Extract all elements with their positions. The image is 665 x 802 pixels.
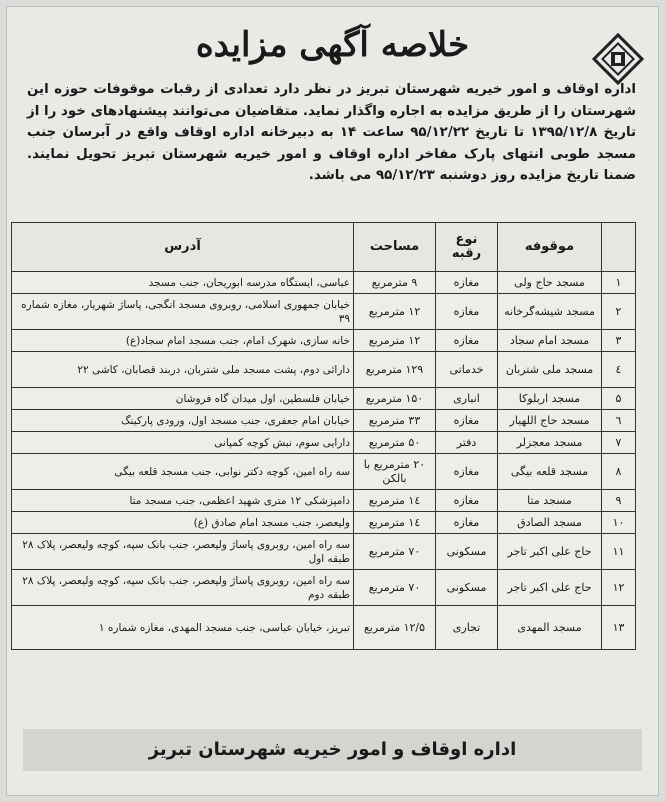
area-cell: ۳۳ مترمربع <box>354 410 436 432</box>
address-cell: سه راه امین، روبروی پاساژ ولیعصر، جنب بانک سپه، کوچه ولیعصر، پلاک ۲۸ طبقه دوم <box>12 570 354 606</box>
endowment-cell: مسجد حاج ولی <box>498 272 602 294</box>
type-cell: مغازه <box>436 272 498 294</box>
address-cell: خانه سازی، شهرک امام، جنب مسجد امام سجاد(ع) <box>12 330 354 352</box>
notice-title: خلاصه آگهی مزایده <box>195 25 470 65</box>
table-row <box>12 534 636 570</box>
area-cell: ۱۲/۵ مترمربع <box>354 606 436 650</box>
address-cell: ولیعصر، جنب مسجد امام صادق (ع) <box>12 512 354 534</box>
address-cell: سه راه امین، روبروی پاساژ ولیعصر، جنب بانک سپه، کوچه ولیعصر، پلاک ۲۸ طبقه اول <box>12 534 354 570</box>
endowment-cell: مسجد معجزلر <box>498 432 602 454</box>
endowment-cell: مسجد المهدی <box>498 606 602 650</box>
table-row <box>12 294 636 330</box>
row-number-cell: ۲ <box>602 294 636 330</box>
type-cell: مسکونی <box>436 534 498 570</box>
table-row <box>12 570 636 606</box>
table-header-row <box>12 223 636 272</box>
awqaf-emblem-icon <box>592 33 644 85</box>
row-number-cell: ٦ <box>602 410 636 432</box>
header-type: نوع رقبه <box>436 223 498 272</box>
type-cell: دفتر <box>436 432 498 454</box>
address-cell: خیابان امام جعفری، جنب مسجد اول، ورودی پارکینگ <box>12 410 354 432</box>
address-cell: دارائی دوم، پشت مسجد ملی شتربان، دربند قصابان، کاشی ۲۲ <box>12 352 354 388</box>
area-cell: ۱۲ مترمربع <box>354 330 436 352</box>
area-cell: ۷۰ مترمربع <box>354 534 436 570</box>
auction-table <box>11 222 636 650</box>
notice-intro: اداره اوقاف و امور خیریه شهرستان تبریز در نظر دارد تعدادی از رقبات موقوفات حوزه این شهرستان را از طریق مزایده به اجاره واگذار نماید. متقاضیان می‌توانند پیشنهادهای خود را از تاریخ ۱۳۹۵/۱۲/۸ تا تاریخ ۹۵/۱۲/۲۲ ساعت ۱۴ به دبیرخانه اداره اوقاف واقع در آبرسان جنب مسجد طوبی انتهای پارک مفاخر اداره اوقاف و امور خیریه شهرستان تبریز تحویل نمایند. ضمنا تاریخ مزایده روز دوشنبه ۹۵/۱۲/۲۳ می باشد. <box>27 82 637 183</box>
type-cell: تجاری <box>436 606 498 650</box>
area-cell: ۵۰ مترمربع <box>354 432 436 454</box>
area-cell: ۱٤ مترمربع <box>354 490 436 512</box>
row-number-cell: ۱۰ <box>602 512 636 534</box>
area-cell: ۲۰ مترمربع با بالکن <box>354 454 436 490</box>
table-row <box>12 410 636 432</box>
header-address: آدرس <box>12 223 354 272</box>
footer-band: اداره اوقاف و امور خیریه شهرستان تبریز <box>23 729 642 771</box>
endowment-cell: مسجد شیشه‌گرخانه <box>498 294 602 330</box>
area-cell: ۱۵۰ مترمربع <box>354 388 436 410</box>
endowment-cell: مسجد قلعه بیگی <box>498 454 602 490</box>
endowment-cell: مسجد ملی شتربان <box>498 352 602 388</box>
endowment-cell: حاج علی اکبر تاجر <box>498 534 602 570</box>
area-cell: ۷۰ مترمربع <box>354 570 436 606</box>
type-cell: انباری <box>436 388 498 410</box>
table-row <box>12 352 636 388</box>
endowment-cell: مسجد متا <box>498 490 602 512</box>
row-number-cell: ۸ <box>602 454 636 490</box>
address-cell: خیابان جمهوری اسلامی، روبروی مسجد انگجی، پاساژ شهریار، مغازه شماره ۳۹ <box>12 294 354 330</box>
area-cell: ۹ مترمربع <box>354 272 436 294</box>
row-number-cell: ۱۱ <box>602 534 636 570</box>
address-cell: خیابان فلسطین، اول میدان گاه فروشان <box>12 388 354 410</box>
address-cell: دارایی سوم، نبش کوچه کمپانی <box>12 432 354 454</box>
type-cell: مغازه <box>436 294 498 330</box>
table-row <box>12 490 636 512</box>
area-cell: ۱۲ مترمربع <box>354 294 436 330</box>
row-number-cell: ۷ <box>602 432 636 454</box>
address-cell: سه راه امین، کوچه دکتر نوابی، جنب مسجد قلعه بیگی <box>12 454 354 490</box>
endowment-cell: حاج علی اکبر تاجر <box>498 570 602 606</box>
row-number-cell: ۹ <box>602 490 636 512</box>
endowment-cell: مسجد امام سجاد <box>498 330 602 352</box>
type-cell: مغازه <box>436 330 498 352</box>
table-row <box>12 606 636 650</box>
type-cell: مسکونی <box>436 570 498 606</box>
header-area: مساحت <box>354 223 436 272</box>
type-cell: مغازه <box>436 490 498 512</box>
table-row <box>12 272 636 294</box>
row-number-cell: ۱ <box>602 272 636 294</box>
type-cell: مغازه <box>436 454 498 490</box>
address-cell: دامپزشکی ۱۲ متری شهید اعظمی، جنب مسجد متا <box>12 490 354 512</box>
endowment-cell: مسجد اربلوکا <box>498 388 602 410</box>
header-endowment: موقوفه <box>498 223 602 272</box>
endowment-cell: مسجد حاج اللهیار <box>498 410 602 432</box>
table-row <box>12 454 636 490</box>
table-row <box>12 330 636 352</box>
row-number-cell: ۱۳ <box>602 606 636 650</box>
address-cell: تبریز، خیابان عباسی، جنب مسجد المهدی، مغازه شماره ۱ <box>12 606 354 650</box>
area-cell: ۱٤ مترمربع <box>354 512 436 534</box>
row-number-cell: ۵ <box>602 388 636 410</box>
type-cell: خدماتی <box>436 352 498 388</box>
address-cell: عباسی، ایستگاه مدرسه ابوریحان، جنب مسجد <box>12 272 354 294</box>
header-row-number <box>602 223 636 272</box>
table-row <box>12 388 636 410</box>
type-cell: مغازه <box>436 410 498 432</box>
table-row <box>12 432 636 454</box>
newspaper-notice <box>6 6 659 796</box>
table-row <box>12 512 636 534</box>
row-number-cell: ۱۲ <box>602 570 636 606</box>
area-cell: ۱۲۹ مترمربع <box>354 352 436 388</box>
endowment-cell: مسجد الصادق <box>498 512 602 534</box>
row-number-cell: ۳ <box>602 330 636 352</box>
type-cell: مغازه <box>436 512 498 534</box>
row-number-cell: ٤ <box>602 352 636 388</box>
